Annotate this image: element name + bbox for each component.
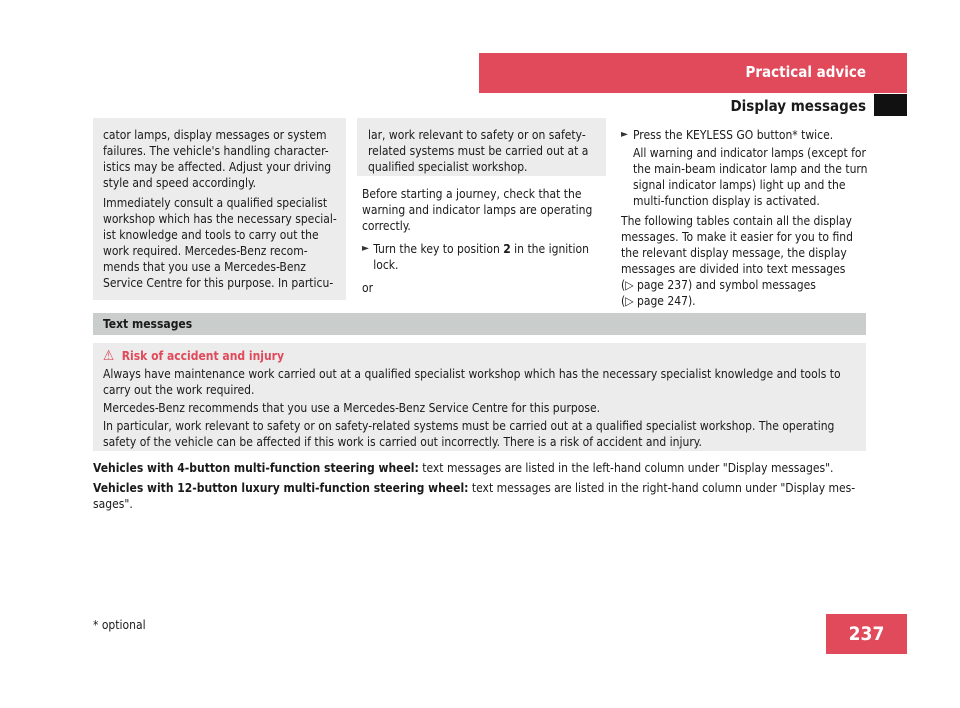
- page-ref-icon: ▷: [625, 294, 634, 308]
- warning-paragraph-1: Always have maintenance work carried out at a qualified specialist workshop which has the necessary specialist knowledge and tools to carry out the work required.: [103, 367, 841, 397]
- col3-step-result: All warning and indicator lamps (except for the main-beam indicator lamp and the turn signal indicator lamps) light up and the multi-function display is activated.: [633, 146, 868, 208]
- header-marker: [874, 94, 907, 116]
- warning-paragraph-3: In particular, work relevant to safety or on safety-related systems must be carried out at a qualified specialist workshop. The operating safety of the vehicle can be affected if this work is carried out incorrectly. There is a risk of accident and injury.: [103, 419, 835, 449]
- col3-step-text: Press the KEYLESS GO button* twice.: [633, 128, 834, 142]
- column-2-text: [362, 186, 602, 300]
- warning-title: Risk of accident and injury: [121, 349, 284, 363]
- warning-triangle-icon: ⚠: [103, 348, 115, 364]
- page-number: 237: [826, 614, 907, 654]
- page-ref-icon: ▷: [625, 278, 634, 292]
- page-ref-2[interactable]: page 247).: [636, 294, 696, 308]
- col2-step: [362, 241, 602, 273]
- body-line-1: Vehicles with 4-button multi-function steering wheel: text messages are listed in the left-hand column under "Display messages".: [93, 461, 834, 475]
- column-3-text: [621, 127, 871, 313]
- warning-title-row: [103, 348, 856, 364]
- col2-paragraph-2: Before starting a journey, check that the warning and indicator lamps are operating correctly.: [362, 187, 593, 233]
- col2-step-text: Turn the key to position 2 in the ignition lock.: [373, 242, 589, 272]
- col2-or: or: [362, 281, 374, 295]
- body-line-2: Vehicles with 12-button luxury multi-function steering wheel: text messages are listed in the right-hand column under "Display mes-sages".: [93, 481, 856, 511]
- subsection-title: Display messages: [730, 97, 866, 115]
- warning-paragraph-2: Mercedes-Benz recommends that you use a Mercedes-Benz Service Centre for this purpose.: [103, 401, 601, 415]
- col3-paragraph: The following tables contain all the display messages. To make it easier for you to find the relevant display message, the display messages are divided into text messages (▷ page 237) and symbol messages (▷ page 247).: [621, 214, 853, 308]
- section-header: Practical advice: [479, 53, 907, 93]
- section-bar: Text messages: [93, 313, 866, 335]
- footnote: * optional: [93, 618, 146, 632]
- warning-box: [93, 343, 866, 451]
- arrow-icon: ►: [362, 243, 369, 254]
- page-ref-1[interactable]: page 237) and symbol messages: [636, 278, 816, 292]
- col3-step: [621, 127, 871, 143]
- column-2-box: [357, 118, 606, 176]
- column-1-box: [93, 118, 346, 300]
- col1-paragraph-1: cator lamps, display messages or system failures. The vehicle's handling character-istics may be affected. Adjust your driving style and speed accordingly.: [103, 128, 332, 190]
- col2-paragraph-1: lar, work relevant to safety or on safety-related systems must be carried out at a qualified specialist workshop.: [368, 128, 589, 174]
- col1-paragraph-2: Immediately consult a qualified specialist workshop which has the necessary special-ist knowledge and tools to carry out the work required. Mercedes-Benz recom-mends that you use a Mercedes-Benz Service Centre for this purpose. In particu-: [103, 196, 337, 290]
- arrow-icon: ►: [621, 129, 628, 140]
- body-text: [93, 460, 866, 512]
